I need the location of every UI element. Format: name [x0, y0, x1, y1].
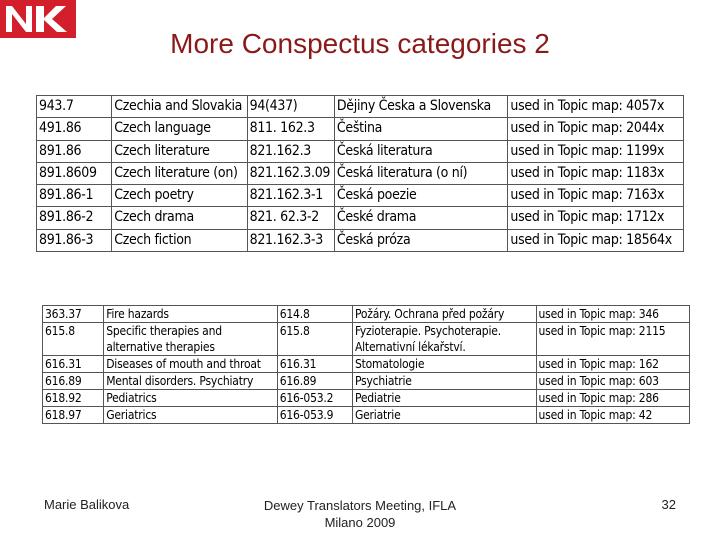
- english-term-cell: Czechia and Slovakia: [112, 96, 247, 118]
- czech-term-cell: Fyzioterapie. Psychoterapie. Alternativní lékařství.: [352, 323, 536, 356]
- ddc-code-cell: 891.86-1: [37, 185, 112, 207]
- footer-event-line2: Milano 2009: [324, 515, 396, 530]
- udc-code-cell: 821.162.3: [247, 140, 334, 162]
- czech-term-cell: Dějiny Česka a Slovenska: [334, 96, 508, 118]
- english-term-cell: Geriatrics: [104, 407, 278, 424]
- page-title: More Conspectus categories 2: [170, 28, 550, 59]
- footer-event: [230, 497, 490, 531]
- udc-code-cell: 614.8: [277, 306, 352, 323]
- usage-count-cell: used in Topic map: 1712x: [508, 207, 684, 229]
- ddc-code-cell: 618.92: [43, 390, 104, 407]
- czech-term-cell: Česká próza: [334, 229, 508, 251]
- english-term-cell: Mental disorders. Psychiatry: [104, 373, 278, 390]
- czech-term-cell: Česká literatura: [334, 140, 508, 162]
- czech-term-cell: Česká literatura (o ní): [334, 162, 508, 184]
- footer-author: Marie Balikova: [44, 497, 130, 512]
- udc-code-cell: 94(437): [247, 96, 334, 118]
- udc-code-cell: 616.31: [277, 356, 352, 373]
- usage-count-cell: used in Topic map: 603: [536, 373, 690, 390]
- footer-page-number: 32: [661, 497, 676, 512]
- udc-code-cell: 616-053.2: [277, 390, 352, 407]
- usage-count-cell: used in Topic map: 7163x: [508, 185, 684, 207]
- ddc-code-cell: 891.86: [37, 140, 112, 162]
- ddc-code-cell: 615.8: [43, 323, 104, 356]
- table-row: [37, 185, 684, 207]
- english-term-cell: Specific therapies and alternative therapies: [104, 323, 278, 356]
- usage-count-cell: used in Topic map: 162: [536, 356, 690, 373]
- english-term-cell: Czech language: [112, 118, 247, 140]
- udc-code-cell: 821.162.3-3: [247, 229, 334, 251]
- udc-code-cell: 821.162.3.09: [247, 162, 334, 184]
- english-term-cell: Fire hazards: [104, 306, 278, 323]
- english-term-cell: Diseases of mouth and throat: [104, 356, 278, 373]
- usage-count-cell: used in Topic map: 4057x: [508, 96, 684, 118]
- udc-code-cell: 821.162.3-1: [247, 185, 334, 207]
- czech-term-cell: Pediatrie: [352, 390, 536, 407]
- usage-count-cell: used in Topic map: 18564x: [508, 229, 684, 251]
- usage-count-cell: used in Topic map: 2115: [536, 323, 690, 356]
- table-row: [37, 162, 684, 184]
- table-row: [37, 207, 684, 229]
- czech-term-cell: České drama: [334, 207, 508, 229]
- ddc-code-cell: 891.86-2: [37, 207, 112, 229]
- english-term-cell: Czech fiction: [112, 229, 247, 251]
- udc-code-cell: 615.8: [277, 323, 352, 356]
- ddc-code-cell: 891.8609: [37, 162, 112, 184]
- table-row: [37, 140, 684, 162]
- udc-code-cell: 616.89: [277, 373, 352, 390]
- ddc-code-cell: 491.86: [37, 118, 112, 140]
- conspectus-table-medicine: [42, 305, 690, 424]
- czech-term-cell: Psychiatrie: [352, 373, 536, 390]
- ddc-code-cell: 616.31: [43, 356, 104, 373]
- usage-count-cell: used in Topic map: 1199x: [508, 140, 684, 162]
- table-row: [37, 118, 684, 140]
- udc-code-cell: 811. 162.3: [247, 118, 334, 140]
- table-row: [43, 306, 690, 323]
- english-term-cell: Czech drama: [112, 207, 247, 229]
- english-term-cell: Czech literature: [112, 140, 247, 162]
- usage-count-cell: used in Topic map: 1183x: [508, 162, 684, 184]
- ddc-code-cell: 891.86-3: [37, 229, 112, 251]
- table-row: [43, 390, 690, 407]
- english-term-cell: Czech poetry: [112, 185, 247, 207]
- ddc-code-cell: 943.7: [37, 96, 112, 118]
- conspectus-table-literature: [36, 95, 684, 252]
- usage-count-cell: used in Topic map: 42: [536, 407, 690, 424]
- table-row: [43, 373, 690, 390]
- table-row: [37, 229, 684, 251]
- usage-count-cell: used in Topic map: 2044x: [508, 118, 684, 140]
- table-row: [43, 356, 690, 373]
- footer-event-line1: Dewey Translators Meeting, IFLA: [263, 498, 457, 513]
- czech-term-cell: Geriatrie: [352, 407, 536, 424]
- table-row: [43, 323, 690, 356]
- english-term-cell: Pediatrics: [104, 390, 278, 407]
- czech-term-cell: Čeština: [334, 118, 508, 140]
- usage-count-cell: used in Topic map: 346: [536, 306, 690, 323]
- udc-code-cell: 821. 62.3-2: [247, 207, 334, 229]
- ddc-code-cell: 618.97: [43, 407, 104, 424]
- table-row: [37, 96, 684, 118]
- ddc-code-cell: 363.37: [43, 306, 104, 323]
- table-row: [43, 407, 690, 424]
- ddc-code-cell: 616.89: [43, 373, 104, 390]
- usage-count-cell: used in Topic map: 286: [536, 390, 690, 407]
- english-term-cell: Czech literature (on): [112, 162, 247, 184]
- czech-term-cell: Stomatologie: [352, 356, 536, 373]
- czech-term-cell: Požáry. Ochrana před požáry: [352, 306, 536, 323]
- udc-code-cell: 616-053.9: [277, 407, 352, 424]
- czech-term-cell: Česká poezie: [334, 185, 508, 207]
